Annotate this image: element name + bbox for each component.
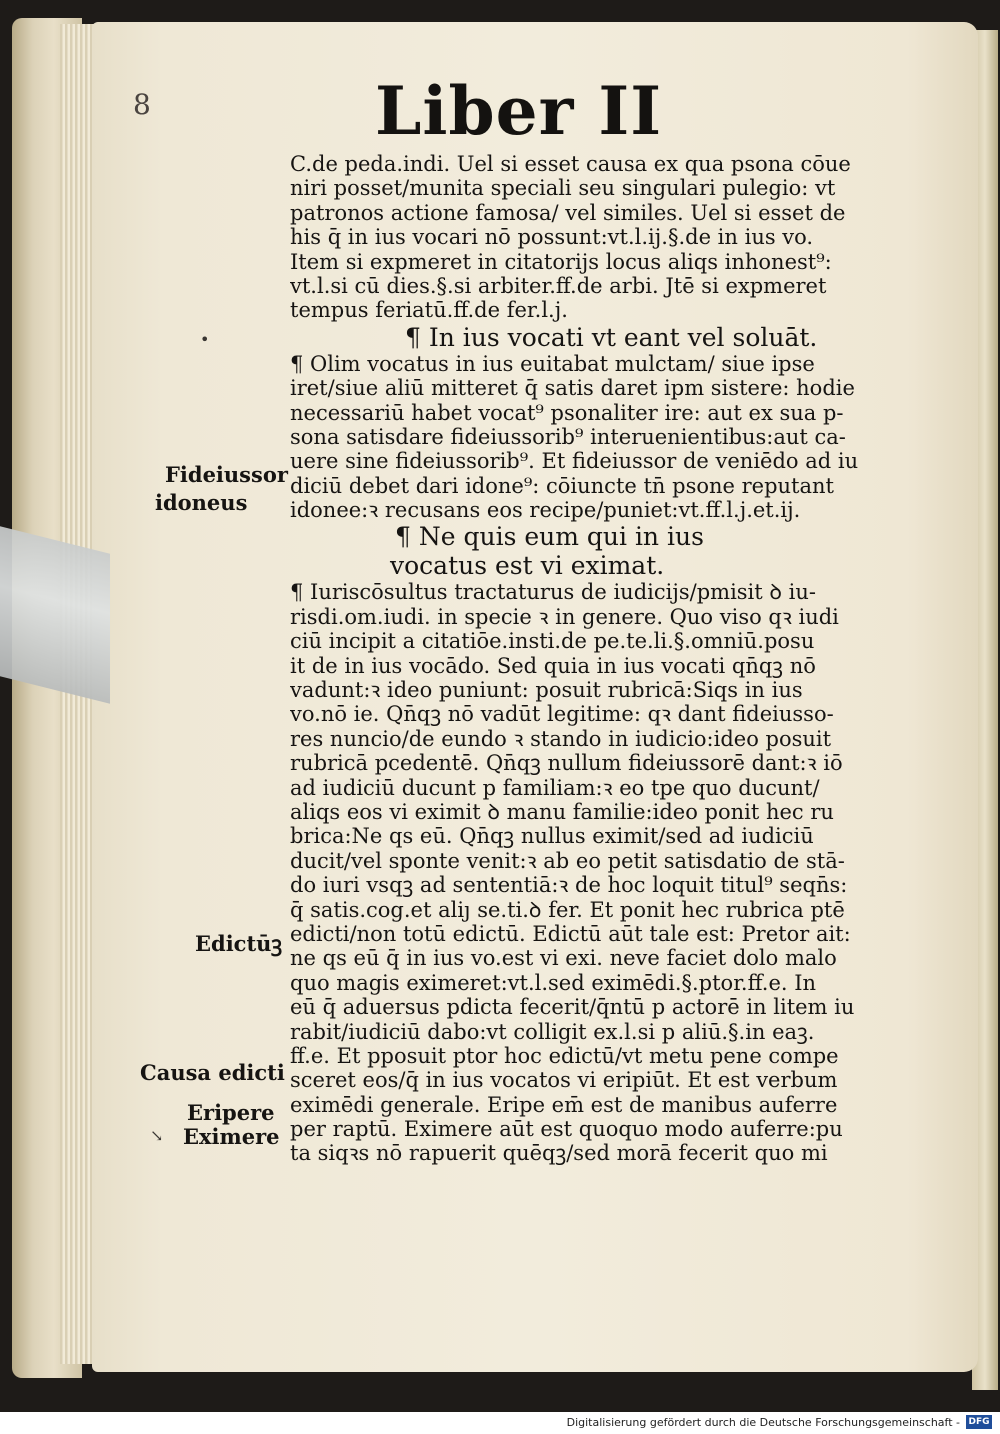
- text-line: ciū incipit a citatiōe.insti.de pe.te.li.§.omniū.posu: [290, 629, 815, 654]
- text-line: rubricā pcedentē. Qn̄qꝫ nullum fideiussorē dant:ꝛ iō: [290, 751, 843, 776]
- text-line: his q̄ in ius vocari nō possunt:vt.l.ij.§.de in ius vo.: [290, 225, 814, 250]
- text-line: do iuri vsqꝫ ad sententiā:ꝛ de hoc loquit titul⁹ seqn̄s:: [290, 873, 848, 898]
- text-line: Item si expmeret in citatorijs locus aliqs inhonest⁹:: [290, 249, 832, 274]
- text-line: uere sine fideiussorib⁹. Et fideiussor de veniēdo ad iu: [290, 449, 859, 474]
- main-text: [290, 152, 880, 1166]
- text-line: eū q̄ aduersus pdicta fecerit/q̄ntū p actorē in litem iu: [290, 995, 855, 1020]
- text-line: vt.l.si cū dies.§.si arbiter.ff.de arbi. Jtē si expmeret: [290, 273, 827, 298]
- rubric-heading: ¶ Ne quis eum qui in ius: [395, 522, 704, 552]
- text-line: iret/siue aliū mitteret q̄ satis daret ipm sistere: hodie: [290, 376, 855, 401]
- margin-note-fideiussor: Fideiussor: [165, 462, 288, 487]
- dfg-logo: DFG: [966, 1415, 992, 1429]
- text-line: ff.e. Et pposuit ptor hoc edictū/vt metu pene compe: [290, 1043, 839, 1068]
- text-line: ad iudiciū ducunt p familiam:ꝛ eo tpe quo ducunt/: [290, 775, 820, 800]
- margin-note-edictum: Edictūꝫ: [195, 931, 283, 956]
- text-line: it de in ius vocādo. Sed quia in ius vocati qn̄qꝫ nō: [290, 653, 816, 678]
- text-line: ¶ Olim vocatus in ius euitabat mulctam/ siue ipse: [290, 351, 815, 376]
- margin-tick: ↘: [150, 1126, 164, 1145]
- margin-note-idoneus: idoneus: [155, 490, 248, 515]
- text-line: risdi.om.iudi. in specie ꝛ in genere. Quo viso qꝛ iudi: [290, 604, 839, 629]
- text-line: vadunt:ꝛ ideo puniunt: posuit rubricā:Siqs in ius: [290, 678, 803, 703]
- text-line: necessariū habet vocat⁹ psonaliter ire: aut ex sua p-: [290, 400, 844, 425]
- text-line: res nuncio/de eundo ꝛ stando in iudicio:ideo posuit: [290, 726, 832, 751]
- text-line: ¶ Iuriscōsultus tractaturus de iudicijs/pmisit ꝺ iu-: [290, 580, 816, 605]
- text-line: sceret eos/q̄ in ius vocatos vi eripiūt. Et est verbum: [290, 1068, 838, 1093]
- text-line: patronos actione famosa/ vel similes. Uel si esset de: [290, 200, 846, 225]
- text-line: diciū debet dari idone⁹: cōiuncte tn̄ psone reputant: [290, 473, 834, 498]
- margin-tick: •: [200, 330, 210, 349]
- bookmark-strip: [0, 526, 110, 703]
- margin-note-causa-edicti: Causa edicti: [140, 1060, 285, 1085]
- margin-note-eximere: Eximere: [183, 1124, 280, 1149]
- margin-note-eripere: Eripere: [187, 1100, 275, 1125]
- footer-credit: Digitalisierung gefördert durch die Deutsche Forschungsgemeinschaft -: [566, 1416, 960, 1429]
- rubric-heading: vocatus est vi eximat.: [390, 551, 665, 581]
- text-line: ducit/vel sponte venit:ꝛ ab eo petit satisdatio de stā-: [290, 848, 845, 873]
- text-line: q̄ satis.cog.et aliȷ se.ti.ꝺ fer. Et ponit hec rubrica ptē: [290, 897, 845, 922]
- text-line: edicti/non totū edictū. Edictū aūt tale est: Pretor ait:: [290, 921, 851, 946]
- text-line: tempus feriatū.ff.de fer.l.j.: [290, 298, 568, 323]
- text-line: brica:Ne qs eū. Qn̄qꝫ nullus eximit/sed ad iudiciū: [290, 824, 814, 849]
- text-line: ne qs eū q̄ in ius vo.est vi exi. neve faciet dolo malo: [290, 946, 837, 971]
- text-line: C.de peda.indi. Uel si esset causa ex qua psona cōue: [290, 152, 851, 176]
- text-line: ta siqꝛs nō rapuerit quēqꝫ/sed morā fecerit quo mi: [290, 1141, 828, 1166]
- text-line: eximēdi generale. Eripe em̄ est de manibus auferre: [290, 1092, 838, 1117]
- folio-mark: 8: [133, 88, 151, 121]
- rubric-heading: ¶ In ius vocati vt eant vel soluāt.: [405, 322, 818, 352]
- text-line: aliqs eos vi eximit ꝺ manu familie:ideo ponit hec ru: [290, 799, 834, 824]
- text-line: vo.nō ie. Qn̄qꝫ nō vadūt legitime: qꝛ dant fideiusso-: [290, 702, 834, 727]
- text-line: quo magis eximeret:vt.l.sed eximēdi.§.ptor.ff.e. In: [290, 970, 817, 995]
- text-line: per raptū. Eximere aūt est quoquo modo auferre:pu: [290, 1117, 843, 1142]
- text-line: rabit/iudiciū dabo:vt colligit ex.l.si p aliū.§.in eaꝫ.: [290, 1019, 815, 1044]
- text-line: sona satisdare fideiussorib⁹ interuenientibus:aut ca-: [290, 424, 846, 449]
- text-line: idonee:ꝛ recusans eos recipe/puniet:vt.ff.l.j.et.ij.: [290, 498, 801, 523]
- text-line: niri posset/munita speciali seu singulari pulegio: vt: [290, 176, 836, 201]
- page-heading: Liber II: [375, 72, 663, 150]
